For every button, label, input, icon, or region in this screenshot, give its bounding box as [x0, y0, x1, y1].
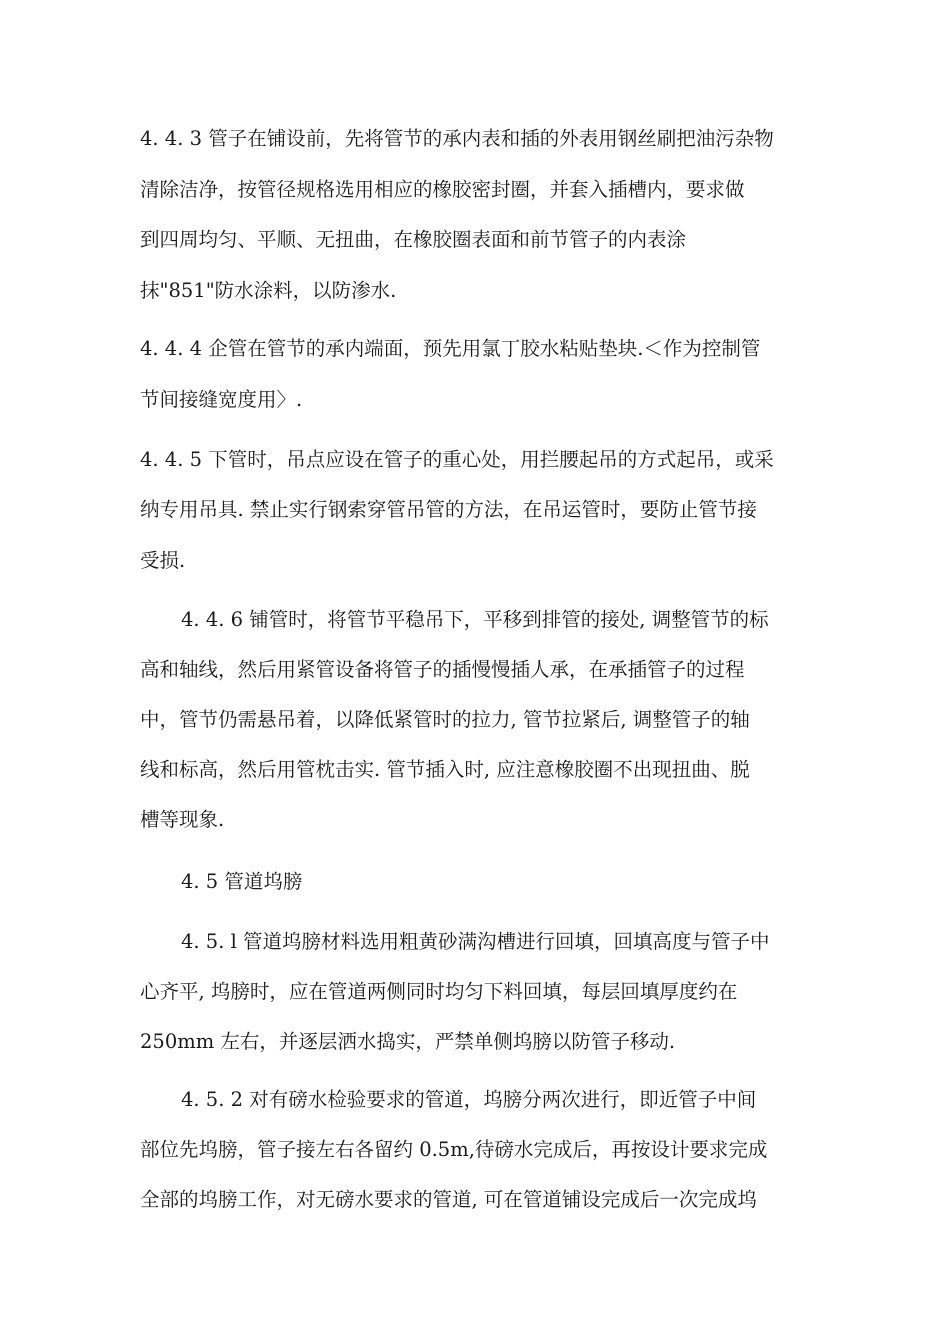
paragraph-line: 清除洁净，按管径规格选用相应的橡胶密封圈，并套入插槽内，要求做	[140, 178, 745, 201]
paragraph-line: 250mm 左右，并逐层洒水捣实，严禁单侧坞膀以防管子移动.	[140, 1030, 676, 1053]
paragraph-line: 中，管节仍需悬吊着，以降低紧管时的拉力, 管节拉紧后, 调整管子的轴	[140, 708, 750, 731]
paragraph-line: 抹"851"防水涂料，以防渗水.	[140, 279, 397, 302]
paragraph-line: 纳专用吊具. 禁止实行钢索穿管吊管的方法，在吊运管时，要防止管节接	[140, 498, 757, 521]
paragraph-line: 4. 4. 3 管子在铺设前，先将管节的承内表和插的外表用钢丝刷把油污杂物	[140, 127, 774, 150]
paragraph-line: 线和标高，然后用管枕击实. 管节插入时, 应注意橡胶圈不出现扭曲、脱	[140, 758, 750, 781]
paragraph-line: 高和轴线，然后用紧管设备将管子的插慢慢插人承，在承插管子的过程	[140, 658, 745, 681]
paragraph-line: 4. 5. l 管道坞膀材料选用粗黄砂满沟槽进行回填，回填高度与管子中	[181, 930, 770, 953]
paragraph-line: 全部的坞膀工作，对无磅水要求的管道, 可在管道铺设完成后一次完成坞	[140, 1188, 757, 1211]
paragraph-line: 节间接缝宽度用〉.	[140, 388, 303, 411]
paragraph-line: 心齐平, 坞膀时，应在管道两侧同时均匀下料回填，每层回填厚度约在	[140, 980, 738, 1003]
paragraph-line: 到四周均匀、平顺、无扭曲，在橡胶圈表面和前节管子的内表涂	[140, 228, 687, 251]
paragraph-line: 4. 5. 2 对有磅水检验要求的管道，坞膀分两次进行，即近管子中间	[181, 1088, 757, 1111]
paragraph-line: 受损.	[140, 549, 186, 572]
paragraph-line: 部位先坞膀，管子接左右各留约 0.5m,待磅水完成后，再按设计要求完成	[140, 1138, 768, 1161]
paragraph-line: 4. 4. 6 铺管时，将管节平稳吊下，平移到排管的接处, 调整管节的标	[181, 608, 769, 631]
paragraph-line: 4. 4. 5 下管时，吊点应设在管子的重心处，用拦腰起吊的方式起吊，或采	[140, 448, 774, 471]
paragraph-line: 4. 4. 4 企管在管节的承内端面，预先用氯丁胶水粘贴垫块.＜作为控制管	[140, 337, 761, 360]
section-heading: 4. 5 管道坞膀	[181, 870, 303, 893]
paragraph-line: 槽等现象.	[140, 808, 225, 831]
